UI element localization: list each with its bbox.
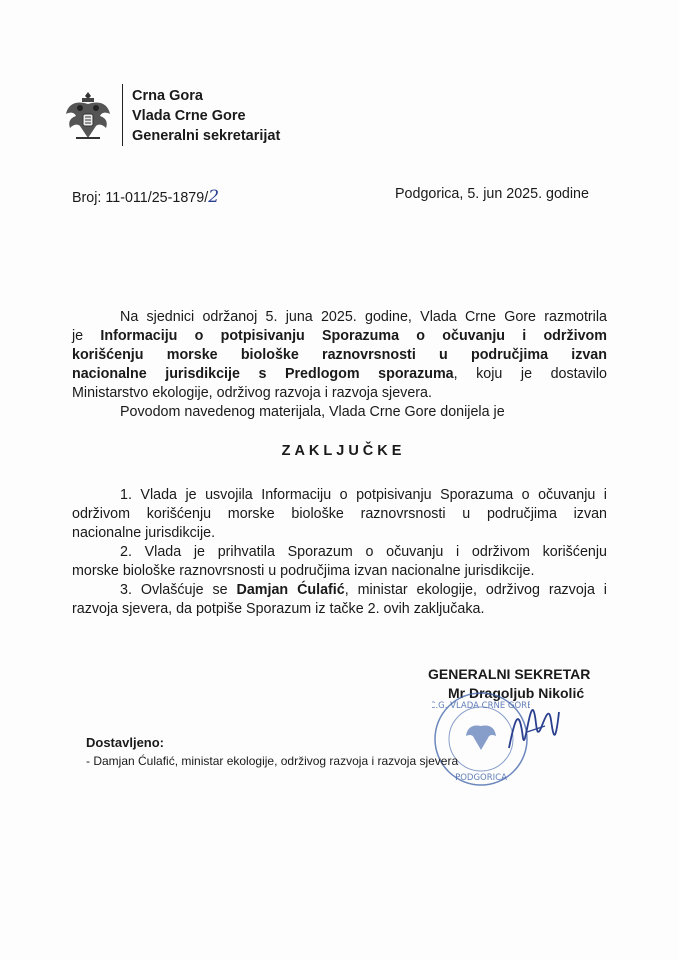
conclusion-1-cont: održivom korišćenju morske biološke raznovrsnosti u područjima izvan nacionalne jurisdikcije.	[72, 506, 607, 541]
conclusion-1: 1. Vlada je usvojila Informaciju o potpisivanju Sporazuma o očuvanju i	[120, 487, 607, 503]
handwritten-number: 2	[208, 187, 220, 207]
conclusions-title: ZAKLJUČKE	[281, 443, 406, 459]
signatory-name: Mr Dragoljub Nikolić	[448, 685, 585, 701]
intro-line-1: Na sjednici održanoj 5. juna 2025. godine, Vlada Crne Gore razmotrila	[120, 309, 607, 325]
header-government: Vlada Crne Gore	[132, 108, 246, 124]
stamp-top-text: C.G. VLADA CRNE GORE	[432, 701, 530, 711]
conclusion-2-cont: morske biološke raznovrsnosti u područjima izvan nacionalne jurisdikcije.	[72, 563, 535, 579]
material-title: Informaciju o potpisivanju Sporazuma o očuvanju i održivom	[100, 328, 607, 344]
header-secretariat: Generalni sekretarijat	[132, 128, 281, 144]
document-number-label: Broj: 11-011/25-1879/	[72, 190, 209, 206]
document-date: Podgorica, 5. jun 2025. godine	[395, 186, 589, 202]
conclusion-3-cont: razvoja sjevera, da potpiše Sporazum iz tačke 2. ovih zaključaka.	[72, 601, 485, 617]
header-divider	[122, 84, 123, 146]
stamp-bottom-text: PODGORICA	[455, 773, 507, 783]
conclusion-3: 3. Ovlašćuje se Damjan Ćulafić, ministar ekologije, održivog razvoja i	[120, 582, 607, 598]
coat-of-arms-icon	[62, 90, 114, 146]
minister-name: Damjan Ćulafić	[236, 582, 345, 598]
document-number	[72, 188, 219, 208]
handwritten-signature	[505, 698, 565, 758]
delivery-heading: Dostavljeno:	[86, 735, 165, 750]
intro-paragraph: je Informaciju o potpisivanju Sporazuma o očuvanju i održivom korišćenju morske biološke raznovrsnosti u područjima izvan nacionalne jurisdikcije s Predlogom sporazuma, koju je dostavilo Ministarstvo ekologije, održivog razvoja i razvoja sjevera.	[72, 328, 607, 401]
conclusion-2: 2. Vlada je prihvatila Sporazum o očuvanju i održivom korišćenju	[120, 544, 607, 560]
intro-closing: Povodom navedenog materijala, Vlada Crne Gore donijela je	[120, 404, 505, 420]
header-country: Crna Gora	[132, 88, 203, 104]
signatory-role: GENERALNI SEKRETAR	[428, 666, 591, 682]
delivery-item: - Damjan Ćulafić, ministar ekologije, održivog razvoja i razvoja sjevera	[86, 754, 459, 768]
